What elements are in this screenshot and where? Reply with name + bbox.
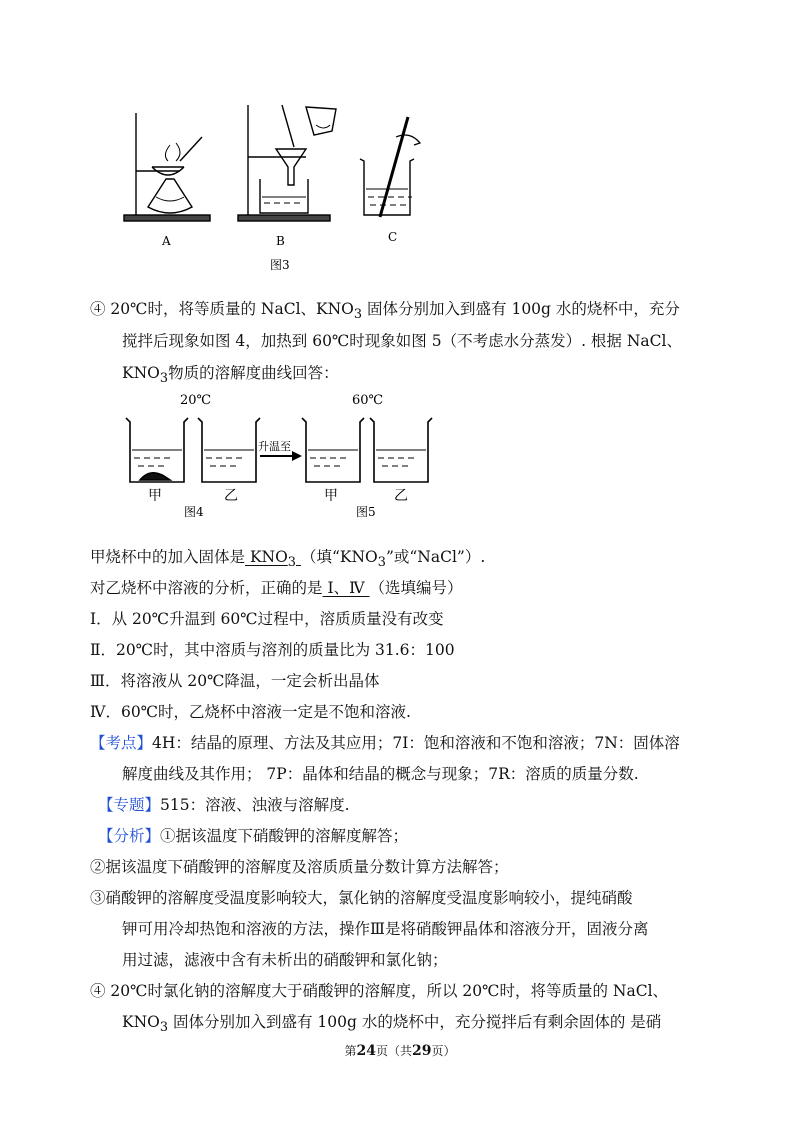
- fenxi-tag: 【分析】: [98, 827, 161, 845]
- beaker-jia-label-2: 甲: [324, 488, 338, 504]
- figure-3: [110, 95, 450, 275]
- beaker-yi-label-2: 乙: [394, 488, 408, 504]
- figure-3-label-a: A: [162, 234, 171, 248]
- page-total: 29: [412, 1043, 432, 1059]
- figure-3-caption: 图3: [270, 258, 290, 272]
- kaodian-line1: 【考点】4H：结晶的原理、方法及其应用；7I：饱和溶液和不饱和溶液；7N：固体溶: [90, 734, 680, 752]
- figure-4-caption: 图4: [184, 505, 204, 519]
- fenxi-line6: ④ 20℃时氯化钠的溶解度大于硝酸钾的溶解度，所以 20℃时，将等质量的 NaCl、: [90, 982, 669, 1000]
- zhuanti-tag: 【专题】: [98, 796, 161, 814]
- fenxi-line5: 用过滤，滤液中含有未析出的硝酸钾和氯化钠；: [122, 951, 448, 969]
- fenxi-line1: 【分析】①据该温度下硝酸钾的溶解度解答；: [98, 827, 409, 845]
- answer-blank-2: Ⅰ、Ⅳ: [322, 579, 370, 597]
- para4-line3: $KNO_3$物质的溶解度曲线回答：: [122, 364, 339, 387]
- option-4: Ⅳ．60℃时，乙烧杯中溶液一定是不饱和溶液.: [90, 703, 411, 721]
- figure-5-caption: 图5: [356, 505, 376, 519]
- kaodian-tag: 【考点】: [90, 734, 153, 752]
- option-1: Ⅰ．从 20℃升温到 60℃过程中，溶质质量没有改变: [90, 610, 444, 628]
- option-3: Ⅲ．将溶液从 20℃降温，一定会析出晶体: [90, 672, 380, 690]
- fenxi-line4: 钾可用冷却热饱和溶液的方法，操作Ⅲ是将硝酸钾晶体和溶液分开，固液分离: [122, 920, 649, 938]
- beaker-yi-label-1: 乙: [224, 488, 238, 504]
- fenxi-line3: ③硝酸钾的溶解度受温度影响较大，氯化钠的溶解度受温度影响较小，提纯硝酸: [90, 889, 633, 907]
- fenxi-line7: $KNO_3$ 固体分别加入到盛有 100g 水的烧杯中，充分搅拌后有剩余固体的 是硝: [122, 1013, 662, 1036]
- figure-4-5: [120, 388, 440, 528]
- kaodian-line2: 解度曲线及其作用； 7P：晶体和结晶的概念与现象；7R：溶质的质量分数.: [122, 765, 639, 783]
- question-1: 甲烧杯中的加入固体是 $KNO_3$ （填“$KNO_3$”或“NaCl”）.: [90, 548, 486, 571]
- para4-line2: 搅拌后现象如图 4，加热到 60℃时现象如图 5（不考虑水分蒸发）. 根据 NaCl、: [122, 332, 682, 350]
- beaker-jia-label-1: 甲: [148, 488, 162, 504]
- para4-line1: ④ 20℃时，将等质量的 NaCl、$KNO_3$ 固体分别加入到盛有 100g 水的烧杯中，充分: [90, 300, 680, 323]
- figure-3-label-c: C: [388, 230, 398, 244]
- option-2: Ⅱ．20℃时，其中溶质与溶剂的质量比为 31.6：100: [90, 641, 455, 659]
- fenxi-line2: ②据该温度下硝酸钾的溶解度及溶质质量分数计算方法解答；: [90, 858, 509, 876]
- page-footer: 第24页（共29页）: [344, 1043, 456, 1059]
- question-2: 对乙烧杯中溶液的分析，正确的是 Ⅰ、Ⅳ （选填编号）: [90, 579, 463, 597]
- figure-3-label-b: B: [276, 234, 285, 248]
- temp-60-label: 60℃: [352, 393, 384, 408]
- temp-20-label: 20℃: [180, 393, 212, 408]
- answer-blank-1: $KNO_3$: [245, 548, 297, 571]
- page-number: 24: [356, 1043, 376, 1059]
- zhuanti-line: 【专题】515：溶液、浊液与溶解度.: [98, 796, 350, 814]
- arrow-label: 升温至: [258, 440, 291, 453]
